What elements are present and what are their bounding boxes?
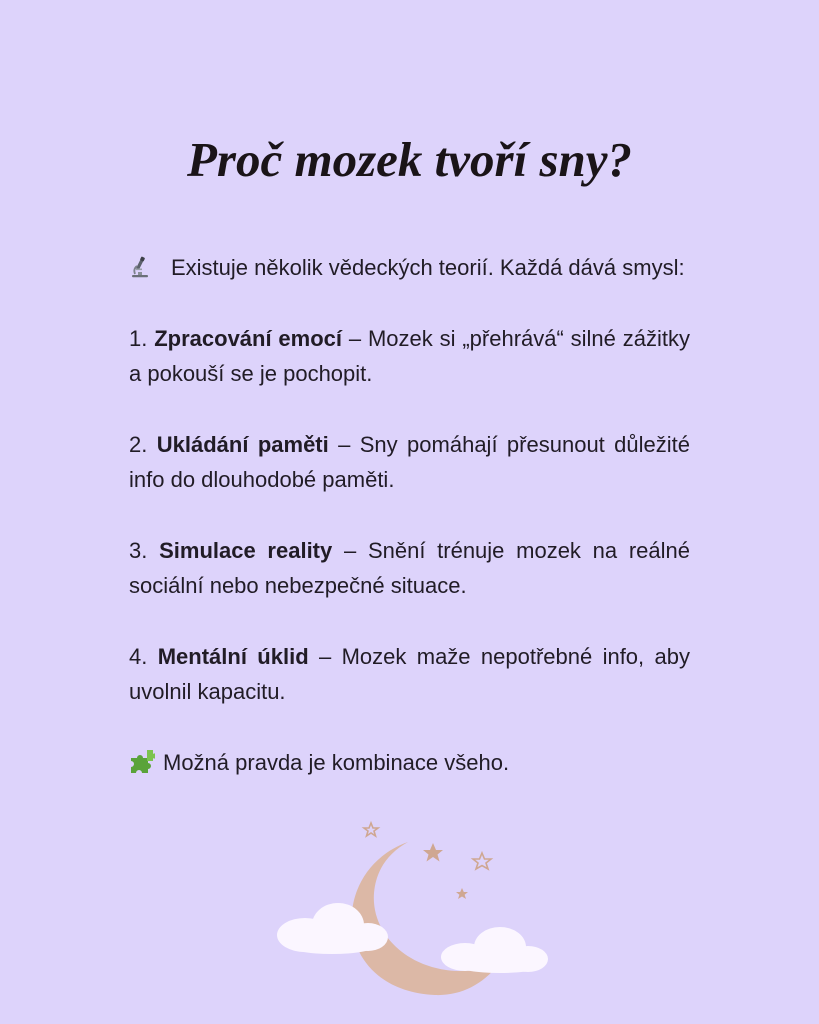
item-text: – Mozek si „přehrává“ silné zážitky a pokouší se je pochopit. xyxy=(129,326,690,386)
list-item xyxy=(129,533,690,603)
intro-paragraph xyxy=(129,250,690,285)
item-title: Zpracování emocí xyxy=(154,326,343,351)
moon-illustration xyxy=(270,815,560,1015)
content-body xyxy=(129,250,690,816)
puzzle-piece-icon xyxy=(129,749,155,773)
item-text: – Snění trénuje mozek na reálné sociální nebo nebezpečné situace. xyxy=(129,538,691,598)
crescent-moon xyxy=(352,842,498,995)
item-text: – Sny pomáhají přesunout důležité info do dlouhodobé paměti. xyxy=(129,432,690,492)
conclusion-text: Možná pravda je kombinace všeho. xyxy=(163,750,510,775)
item-title: Simulace reality xyxy=(159,538,333,563)
item-text: – Mozek maže nepotřebné info, aby uvolnil kapacitu. xyxy=(129,644,690,704)
cloud-right xyxy=(441,927,548,973)
list-item xyxy=(129,427,690,497)
item-title: Ukládání paměti xyxy=(156,432,329,457)
intro-text: Existuje několik vědeckých teorií. Každá dává smysl: xyxy=(171,255,685,280)
item-title: Mentální úklid xyxy=(157,644,309,669)
list-item xyxy=(129,321,690,391)
page-title: Proč mozek tvoří sny? xyxy=(186,132,633,187)
microscope-icon xyxy=(129,253,151,275)
list-item xyxy=(129,639,690,709)
item-number: 4. xyxy=(129,644,148,669)
star-icon xyxy=(473,853,491,869)
star-icon xyxy=(364,823,378,836)
item-number: 3. xyxy=(129,538,148,563)
item-number: 1. xyxy=(129,326,148,351)
conclusion-paragraph xyxy=(129,745,690,780)
item-number: 2. xyxy=(129,432,148,457)
star-icon xyxy=(456,888,468,899)
star-icon xyxy=(423,843,443,862)
